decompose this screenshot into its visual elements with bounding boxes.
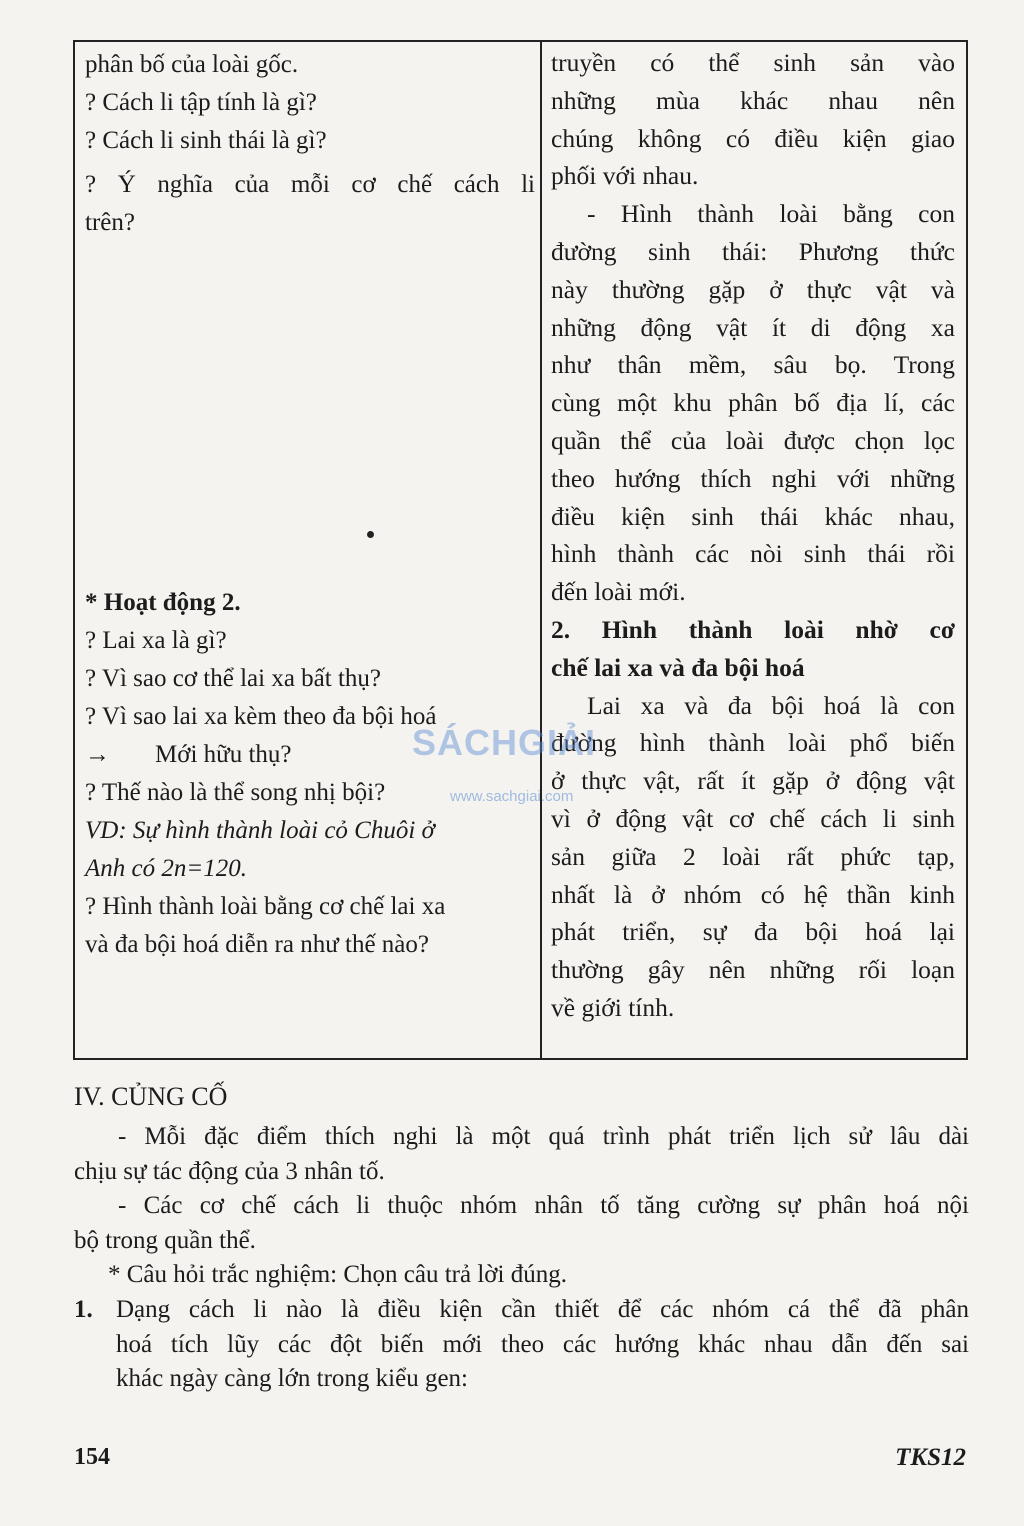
section-2-heading: 2. Hình thành loài nhờ cơ: [551, 614, 955, 644]
ecological-speciation-line: này thường gặp ở thực vật và: [551, 274, 955, 304]
polyploidy-line: nhất là ở nhóm có hệ thần kinh: [551, 879, 955, 909]
question-allopolyploid: ? Thế nào là thể song nhị bội?: [85, 779, 386, 806]
example-line: Anh có 2n=120.: [85, 855, 247, 882]
polyploidy-line: phát triển, sự đa bội hoá lại: [551, 917, 955, 947]
quiz-heading: * Câu hỏi trắc nghiệm: Chọn câu trả lời đúng.: [108, 1261, 567, 1288]
question-distant-hybridization: ? Lai xa là gì?: [85, 627, 227, 654]
ecological-speciation-line: đến loài mới.: [551, 577, 686, 607]
content-line: những mùa khác nhau nên: [551, 85, 955, 115]
polyploidy-line: đường hình thành loài phổ biến: [551, 728, 955, 758]
ecological-speciation-line: như thân mềm, sâu bọ. Trong: [551, 350, 955, 380]
polyploidy-line: ở thực vật, rất ít gặp ở động vật: [551, 766, 955, 796]
left-line: phân bố của loài gốc.: [85, 51, 299, 78]
activity-table: [73, 40, 968, 1060]
content-line: chúng không có điều kiện giao: [551, 123, 955, 153]
polyploidy-line: sản giữa 2 loài rất phức tạp,: [551, 841, 955, 871]
page-number: 154: [74, 1444, 110, 1470]
question-line: hoá tích lũy các đột biến mới theo các hướng khác nhau dẫn đến sai: [116, 1330, 969, 1358]
summary-paragraphs: [74, 1120, 969, 1293]
content-line: truyền có thể sinh sản vào: [551, 48, 955, 77]
question-behavioral-isolation: ? Cách li tập tính là gì?: [85, 89, 317, 116]
content-column: [551, 44, 955, 1027]
polyploidy-line: về giới tính.: [551, 992, 675, 1022]
watermark-logo: SÁCHGIẢI: [412, 722, 597, 763]
question-hybrid-sterility: ? Vì sao cơ thể lai xa bất thụ?: [85, 665, 381, 692]
question-meaning-isolation: ? Ý nghĩa của mỗi cơ chế cách li: [85, 171, 535, 198]
summary-line: chịu sự tác động của 3 nhân tố.: [74, 1157, 385, 1185]
book-code: TKS12: [895, 1444, 966, 1471]
ecological-speciation-line: cùng một khu phân bố địa lí, các: [551, 388, 955, 418]
arrow-icon: →: [85, 741, 110, 768]
teacher-activity-column: [85, 46, 535, 964]
activity-2-heading: * Hoạt động 2.: [85, 589, 241, 616]
ink-dot: [367, 531, 374, 538]
question-line: Dạng cách li nào là điều kiện cần thiết để các nhóm cá thể đã phân: [116, 1296, 969, 1323]
question-line: khác ngày càng lớn trong kiểu gen:: [116, 1365, 469, 1392]
ecological-speciation-line: quần thể của loài được chọn lọc: [551, 425, 955, 455]
question-polyploidy-fertility: ? Vì sao lai xa kèm theo đa bội hoá: [85, 703, 437, 730]
column-divider: [540, 42, 542, 1058]
question-speciation-process-cont: và đa bội hoá diễn ra như thế nào?: [85, 931, 429, 958]
polyploidy-line: Lai xa và đa bội hoá là con: [587, 690, 955, 720]
ecological-speciation-line: hình thành các nòi sinh thái rồi: [551, 539, 955, 569]
ecological-speciation-line: đường sinh thái: Phương thức: [551, 236, 955, 266]
ecological-speciation-line: - Hình thành loài bằng con: [587, 199, 955, 229]
example-line: VD: Sự hình thành loài cỏ Chuôi ở: [85, 817, 435, 844]
question-meaning-isolation-cont: trên?: [85, 209, 135, 236]
ecological-speciation-line: những động vật ít di động xa: [551, 312, 955, 342]
summary-line: - Mỗi đặc điểm thích nghi là một quá trình phát triển lịch sử lâu dài: [118, 1123, 969, 1150]
question-polyploidy-fertility-cont: → Mới hữu thụ?: [85, 736, 535, 774]
question-speciation-process: ? Hình thành loài bằng cơ chế lai xa: [85, 893, 446, 920]
summary-line: - Các cơ chế cách li thuộc nhóm nhân tố tăng cường sự phân hoá nội: [118, 1192, 969, 1219]
ecological-speciation-line: điều kiện sinh thái khác nhau,: [551, 501, 955, 531]
summary-line: bộ trong quần thể.: [74, 1226, 256, 1254]
watermark-url: www.sachgiai.com: [450, 788, 574, 805]
quiz-question-1: [74, 1293, 969, 1397]
content-line: phối với nhau.: [551, 161, 699, 191]
ecological-speciation-line: theo hướng thích nghi với những: [551, 463, 955, 493]
polyploidy-line: vì ở động vật cơ chế cách li sinh: [551, 803, 955, 833]
question-ecological-isolation: ? Cách li sinh thái là gì?: [85, 127, 327, 154]
polyploidy-line: thường gây nên những rối loạn: [551, 955, 955, 985]
section-title: IV. CỦNG CỐ: [74, 1082, 228, 1111]
section-2-heading-cont: chế lai xa và đa bội hoá: [551, 652, 805, 682]
question-number: 1.: [74, 1296, 93, 1323]
